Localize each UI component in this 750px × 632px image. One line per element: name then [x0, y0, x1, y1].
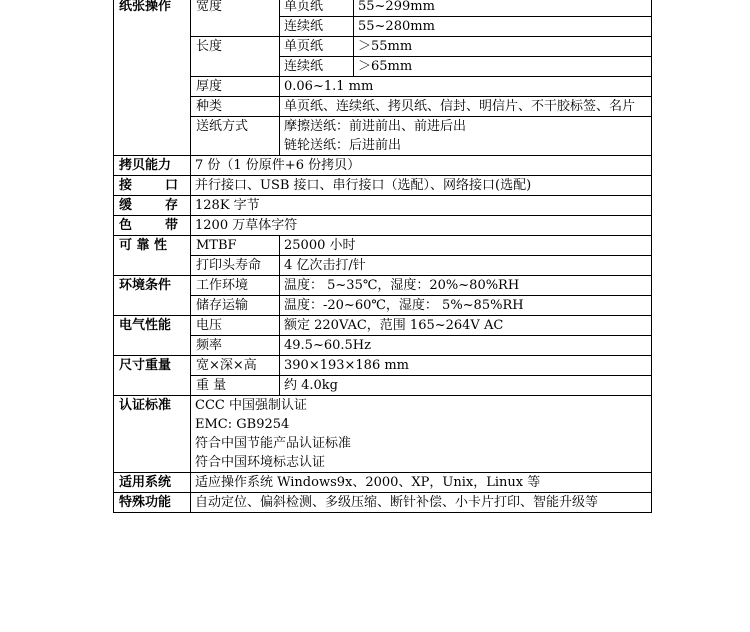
continuous-label: 连续纸	[280, 17, 354, 37]
table-row	[114, 493, 652, 513]
category-paper-handling: 纸张操作	[114, 0, 191, 156]
operating-value: 温度： 5~35℃，湿度：20%~80%RH	[280, 276, 652, 296]
buffer-value: 128K 字节	[191, 196, 652, 216]
types-label: 种类	[191, 97, 280, 117]
storage-value: 温度：-20~60℃，湿度： 5%~85%RH	[280, 296, 652, 316]
ribbon-value: 1200 万草体字符	[191, 216, 652, 236]
table-row	[114, 77, 652, 97]
width-label: 宽度	[191, 0, 280, 37]
table-row	[114, 276, 652, 296]
table-row	[114, 396, 652, 473]
category-buffer-char2: 存	[164, 198, 178, 213]
category-special: 特殊功能	[114, 493, 191, 513]
printer-spec-table	[113, 0, 652, 513]
weight-value: 约 4.0kg	[280, 376, 652, 396]
category-dimensions: 尺寸重量	[114, 356, 191, 396]
feed-value	[280, 117, 652, 156]
table-row	[114, 256, 652, 276]
category-buffer	[114, 196, 191, 216]
table-row	[114, 376, 652, 396]
table-row	[114, 196, 652, 216]
length-label: 长度	[191, 37, 280, 77]
size-label: 宽×深×高	[191, 356, 280, 376]
category-copy: 拷贝能力	[114, 156, 191, 176]
frequency-value: 49.5~60.5Hz	[280, 336, 652, 356]
table-row	[114, 236, 652, 256]
thickness-label: 厚度	[191, 77, 280, 97]
frequency-label: 频率	[191, 336, 280, 356]
feed-line-sprocket: 链轮送纸：后进前出	[284, 138, 402, 153]
table-row	[114, 296, 652, 316]
voltage-label: 电压	[191, 316, 280, 336]
category-interface-char2: 口	[164, 178, 178, 193]
table-row	[114, 216, 652, 236]
category-certification: 认证标准	[114, 396, 191, 473]
mtbf-value: 25000 小时	[280, 236, 652, 256]
certification-emc: EMC: GB9254	[195, 417, 290, 432]
table-row	[114, 156, 652, 176]
length-single-value: ＞55mm	[354, 37, 652, 57]
feed-label: 送纸方式	[191, 117, 280, 156]
category-reliability: 可 靠 性	[114, 236, 191, 276]
operating-label: 工作环境	[191, 276, 280, 296]
mtbf-label: MTBF	[191, 236, 280, 256]
table-row	[114, 176, 652, 196]
category-interface	[114, 176, 191, 196]
voltage-value: 额定 220VAC，范围 165~264V AC	[280, 316, 652, 336]
table-row	[114, 356, 652, 376]
category-environment: 环境条件	[114, 276, 191, 316]
category-ribbon	[114, 216, 191, 236]
table-row	[114, 97, 652, 117]
table-row	[114, 0, 652, 17]
width-single-value: 55~299mm	[354, 0, 652, 17]
category-ribbon-char1: 色	[119, 218, 133, 233]
single-sheet-label: 单页纸	[280, 37, 354, 57]
storage-label: 储存运输	[191, 296, 280, 316]
certification-ccc: CCC 中国强制认证	[195, 398, 307, 413]
continuous-label: 连续纸	[280, 57, 354, 77]
table-row	[114, 37, 652, 57]
table-row	[114, 117, 652, 156]
length-continuous-value: ＞65mm	[354, 57, 652, 77]
category-interface-char1: 接	[119, 178, 133, 193]
single-sheet-label: 单页纸	[280, 0, 354, 17]
table-row	[114, 336, 652, 356]
certification-energy: 符合中国节能产品认证标准	[195, 436, 352, 451]
thickness-value: 0.06~1.1 mm	[280, 77, 652, 97]
category-electrical: 电气性能	[114, 316, 191, 356]
table-row	[114, 316, 652, 336]
width-continuous-value: 55~280mm	[354, 17, 652, 37]
os-value: 适应操作系统 Windows9x、2000、XP，Unix，Linux 等	[191, 473, 652, 493]
category-ribbon-char2: 带	[164, 218, 178, 233]
table-row	[114, 473, 652, 493]
head-life-label: 打印头寿命	[191, 256, 280, 276]
category-os: 适用系统	[114, 473, 191, 493]
feed-line-friction: 摩擦送纸：前进前出、前进后出	[284, 119, 467, 134]
special-value: 自动定位、偏斜检测、多级压缩、断针补偿、小卡片打印、智能升级等	[191, 493, 652, 513]
certification-environment: 符合中国环境标志认证	[195, 455, 326, 470]
head-life-value: 4 亿次击打/针	[280, 256, 652, 276]
category-buffer-char1: 缓	[119, 198, 133, 213]
types-value: 单页纸、连续纸、拷贝纸、信封、明信片、不干胶标签、名片	[280, 97, 652, 117]
certification-value	[191, 396, 652, 473]
size-value: 390×193×186 mm	[280, 356, 652, 376]
copy-value: 7 份（1 份原件+6 份拷贝）	[191, 156, 652, 176]
weight-label: 重 量	[191, 376, 280, 396]
interface-value: 并行接口、USB 接口、串行接口（选配）、网络接口(选配)	[191, 176, 652, 196]
